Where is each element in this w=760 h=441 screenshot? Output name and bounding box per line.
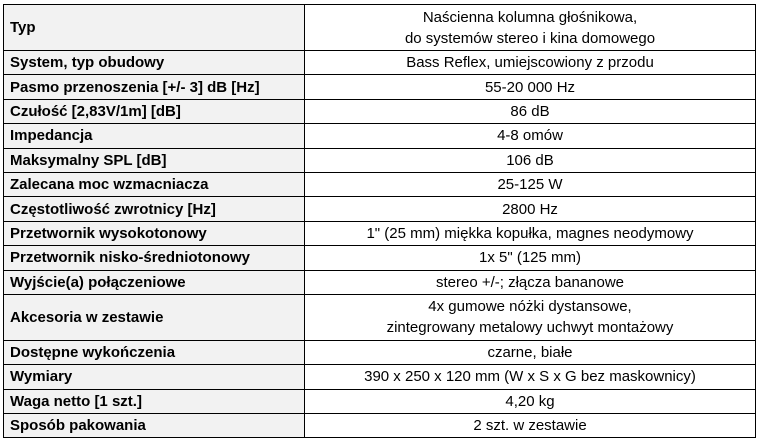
spec-value: stereo +/-; złącza bananowe [305, 270, 756, 294]
spec-row-impedance [4, 124, 756, 148]
spec-label: Wyjście(a) połączeniowe [4, 270, 305, 294]
spec-row-dimensions [4, 365, 756, 389]
spec-value: 106 dB [305, 148, 756, 172]
spec-row-net-weight [4, 389, 756, 413]
spec-row-crossover [4, 197, 756, 221]
spec-row-packaging [4, 414, 756, 438]
spec-value: czarne, białe [305, 340, 756, 364]
spec-label: Impedancja [4, 124, 305, 148]
spec-label: Typ [4, 5, 305, 51]
spec-row-tweeter [4, 221, 756, 245]
spec-row-woofer [4, 246, 756, 270]
spec-row-type [4, 5, 756, 51]
spec-value: Bass Reflex, umiejscowiony z przodu [305, 51, 756, 75]
spec-label: Dostępne wykończenia [4, 340, 305, 364]
spec-label: Pasmo przenoszenia [+/- 3] dB [Hz] [4, 75, 305, 99]
spec-value: 2 szt. w zestawie [305, 414, 756, 438]
spec-label: Zalecana moc wzmacniacza [4, 172, 305, 196]
spec-value-line: 4x gumowe nóżki dystansowe, [428, 298, 632, 316]
spec-value [305, 294, 756, 340]
spec-table [3, 4, 756, 438]
spec-row-outputs [4, 270, 756, 294]
spec-label: Sposób pakowania [4, 414, 305, 438]
spec-row-accessories [4, 294, 756, 340]
spec-value: 2800 Hz [305, 197, 756, 221]
spec-value: 1x 5" (125 mm) [305, 246, 756, 270]
spec-value [305, 5, 756, 51]
spec-value: 25-125 W [305, 172, 756, 196]
spec-label: Częstotliwość zwrotnicy [Hz] [4, 197, 305, 221]
spec-label: Wymiary [4, 365, 305, 389]
spec-value-line: zintegrowany metalowy uchwyt montażowy [386, 319, 674, 337]
spec-value: 4,20 kg [305, 389, 756, 413]
spec-value-line: do systemów stereo i kina domowego [404, 29, 656, 47]
spec-row-frequency-range [4, 75, 756, 99]
spec-row-finishes [4, 340, 756, 364]
spec-label: Waga netto [1 szt.] [4, 389, 305, 413]
spec-value: 1" (25 mm) miękka kopułka, magnes neodymowy [305, 221, 756, 245]
spec-label: Czułość [2,83V/1m] [dB] [4, 99, 305, 123]
spec-value: 86 dB [305, 99, 756, 123]
spec-label: Akcesoria w zestawie [4, 294, 305, 340]
spec-value: 55-20 000 Hz [305, 75, 756, 99]
spec-label: System, typ obudowy [4, 51, 305, 75]
spec-label: Przetwornik wysokotonowy [4, 221, 305, 245]
spec-label: Przetwornik nisko-średniotonowy [4, 246, 305, 270]
spec-table-body [4, 5, 756, 438]
spec-row-max-spl [4, 148, 756, 172]
spec-label: Maksymalny SPL [dB] [4, 148, 305, 172]
spec-value-line: Naścienna kolumna głośnikowa, [422, 8, 638, 26]
spec-value: 390 x 250 x 120 mm (W x S x G bez maskownicy) [305, 365, 756, 389]
spec-row-sensitivity [4, 99, 756, 123]
spec-value: 4-8 omów [305, 124, 756, 148]
spec-row-amplifier-power [4, 172, 756, 196]
spec-row-enclosure [4, 51, 756, 75]
